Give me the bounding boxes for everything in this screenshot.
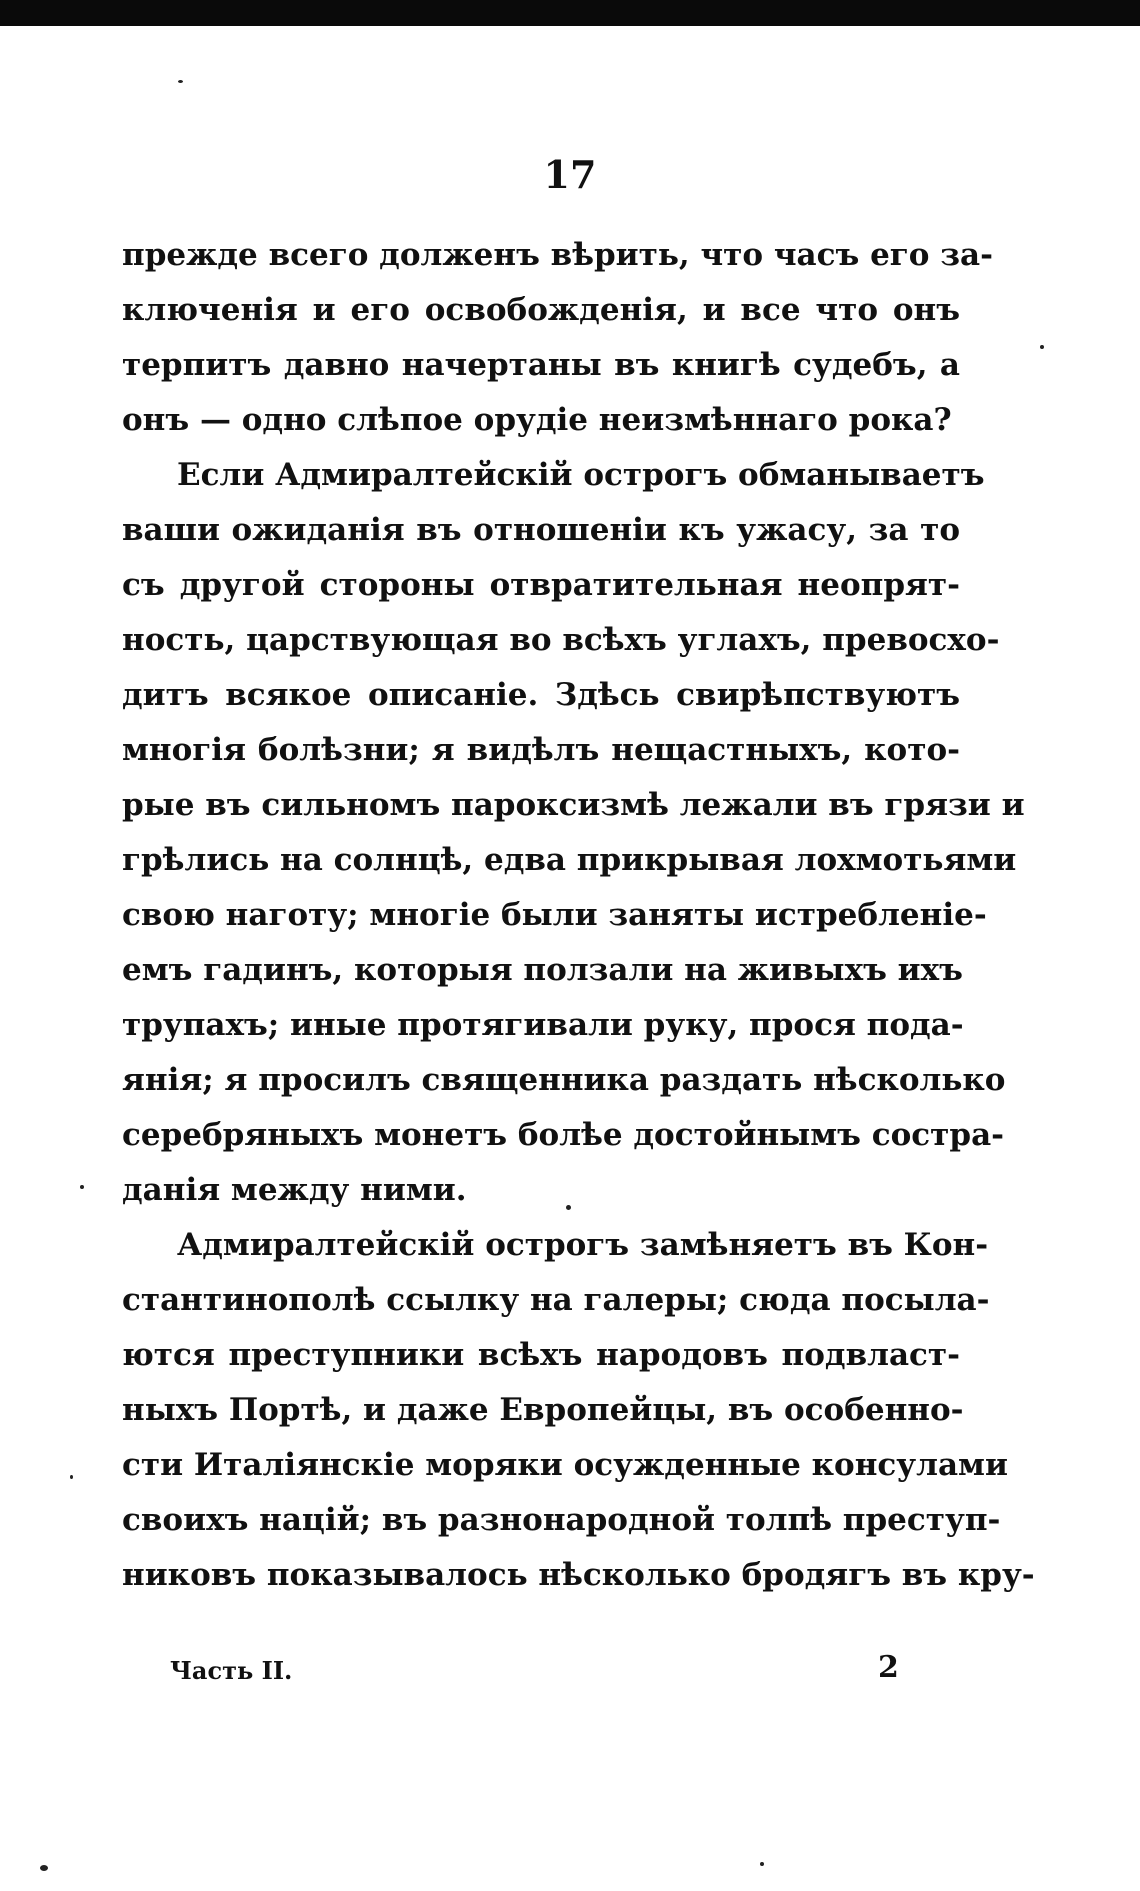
text-line: терпитъ давно начертаны въ книгѣ судебъ, а (122, 347, 960, 383)
text-line: ваши ожиданія въ отношеніи къ ужасу, за то (122, 512, 960, 548)
body-text (122, 228, 1035, 1603)
text-line: съ другой стороны отвратительная неопрят- (122, 567, 960, 603)
text-line: ключенія и его освобожденія, и все что онъ (122, 292, 960, 328)
text-line: прежде всего долженъ вѣрить, что часъ его за- (122, 237, 994, 273)
page-number: 17 (543, 152, 597, 197)
text-line: янія; я просилъ священника раздать нѣсколько (122, 1062, 1006, 1098)
text-line: свою наготу; многіе были заняты истребленіе- (122, 897, 987, 933)
text-line: ются преступники всѣхъ народовъ подвласт- (122, 1337, 960, 1373)
text-line: трупахъ; иные протягивали руку, прося пода- (122, 1007, 964, 1043)
text-line: грѣлись на солнцѣ, едва прикрывая лохмотьями (122, 842, 1017, 878)
scan-top-border (0, 0, 1140, 26)
footer-signature-mark: 2 (878, 1650, 899, 1685)
text-line: своихъ націй; въ разнонародной толпѣ преступ- (122, 1502, 1001, 1538)
text-line: никовъ показывалось нѣсколько бродягъ въ кру- (122, 1557, 1035, 1593)
scan-speck (760, 1862, 764, 1866)
scan-speck (70, 1475, 73, 1479)
scan-speck (40, 1865, 48, 1871)
text-line: рые въ сильномъ пароксизмѣ лежали въ грязи и (122, 787, 1025, 823)
text-line: онъ — одно слѣпое орудіе неизмѣннаго рока? (122, 402, 952, 438)
text-line: ныхъ Портѣ, и даже Европейцы, въ особенно- (122, 1392, 964, 1428)
footer-part-label: Часть II. (170, 1656, 293, 1685)
scan-speck (80, 1185, 84, 1189)
text-line: Если Адмиралтейскій острогъ обманываетъ (177, 457, 985, 493)
text-line: многія болѣзни; я видѣлъ нещастныхъ, кото- (122, 732, 960, 768)
scan-speck (178, 80, 183, 83)
text-line: емъ гадинъ, которыя ползали на живыхъ ихъ (122, 952, 963, 988)
scan-speck (1040, 345, 1044, 349)
scan-speck (566, 1205, 571, 1210)
text-line: серебряныхъ монетъ болѣе достойнымъ сострa- (122, 1117, 1005, 1153)
text-line: дитъ всякое описаніе. Здѣсь свирѣпствуютъ (122, 677, 960, 713)
text-line: ность, царствующая во всѣхъ углахъ, превосхо- (122, 622, 1000, 658)
text-line: Адмиралтейскій острогъ замѣняетъ въ Кон- (177, 1227, 989, 1263)
text-line: данія между ними. (122, 1172, 467, 1208)
text-line: сти Италіянскіе моряки осужденные консулами (122, 1447, 1008, 1483)
text-line: стантинополѣ ссылку на галеры; сюда посыла- (122, 1282, 990, 1318)
